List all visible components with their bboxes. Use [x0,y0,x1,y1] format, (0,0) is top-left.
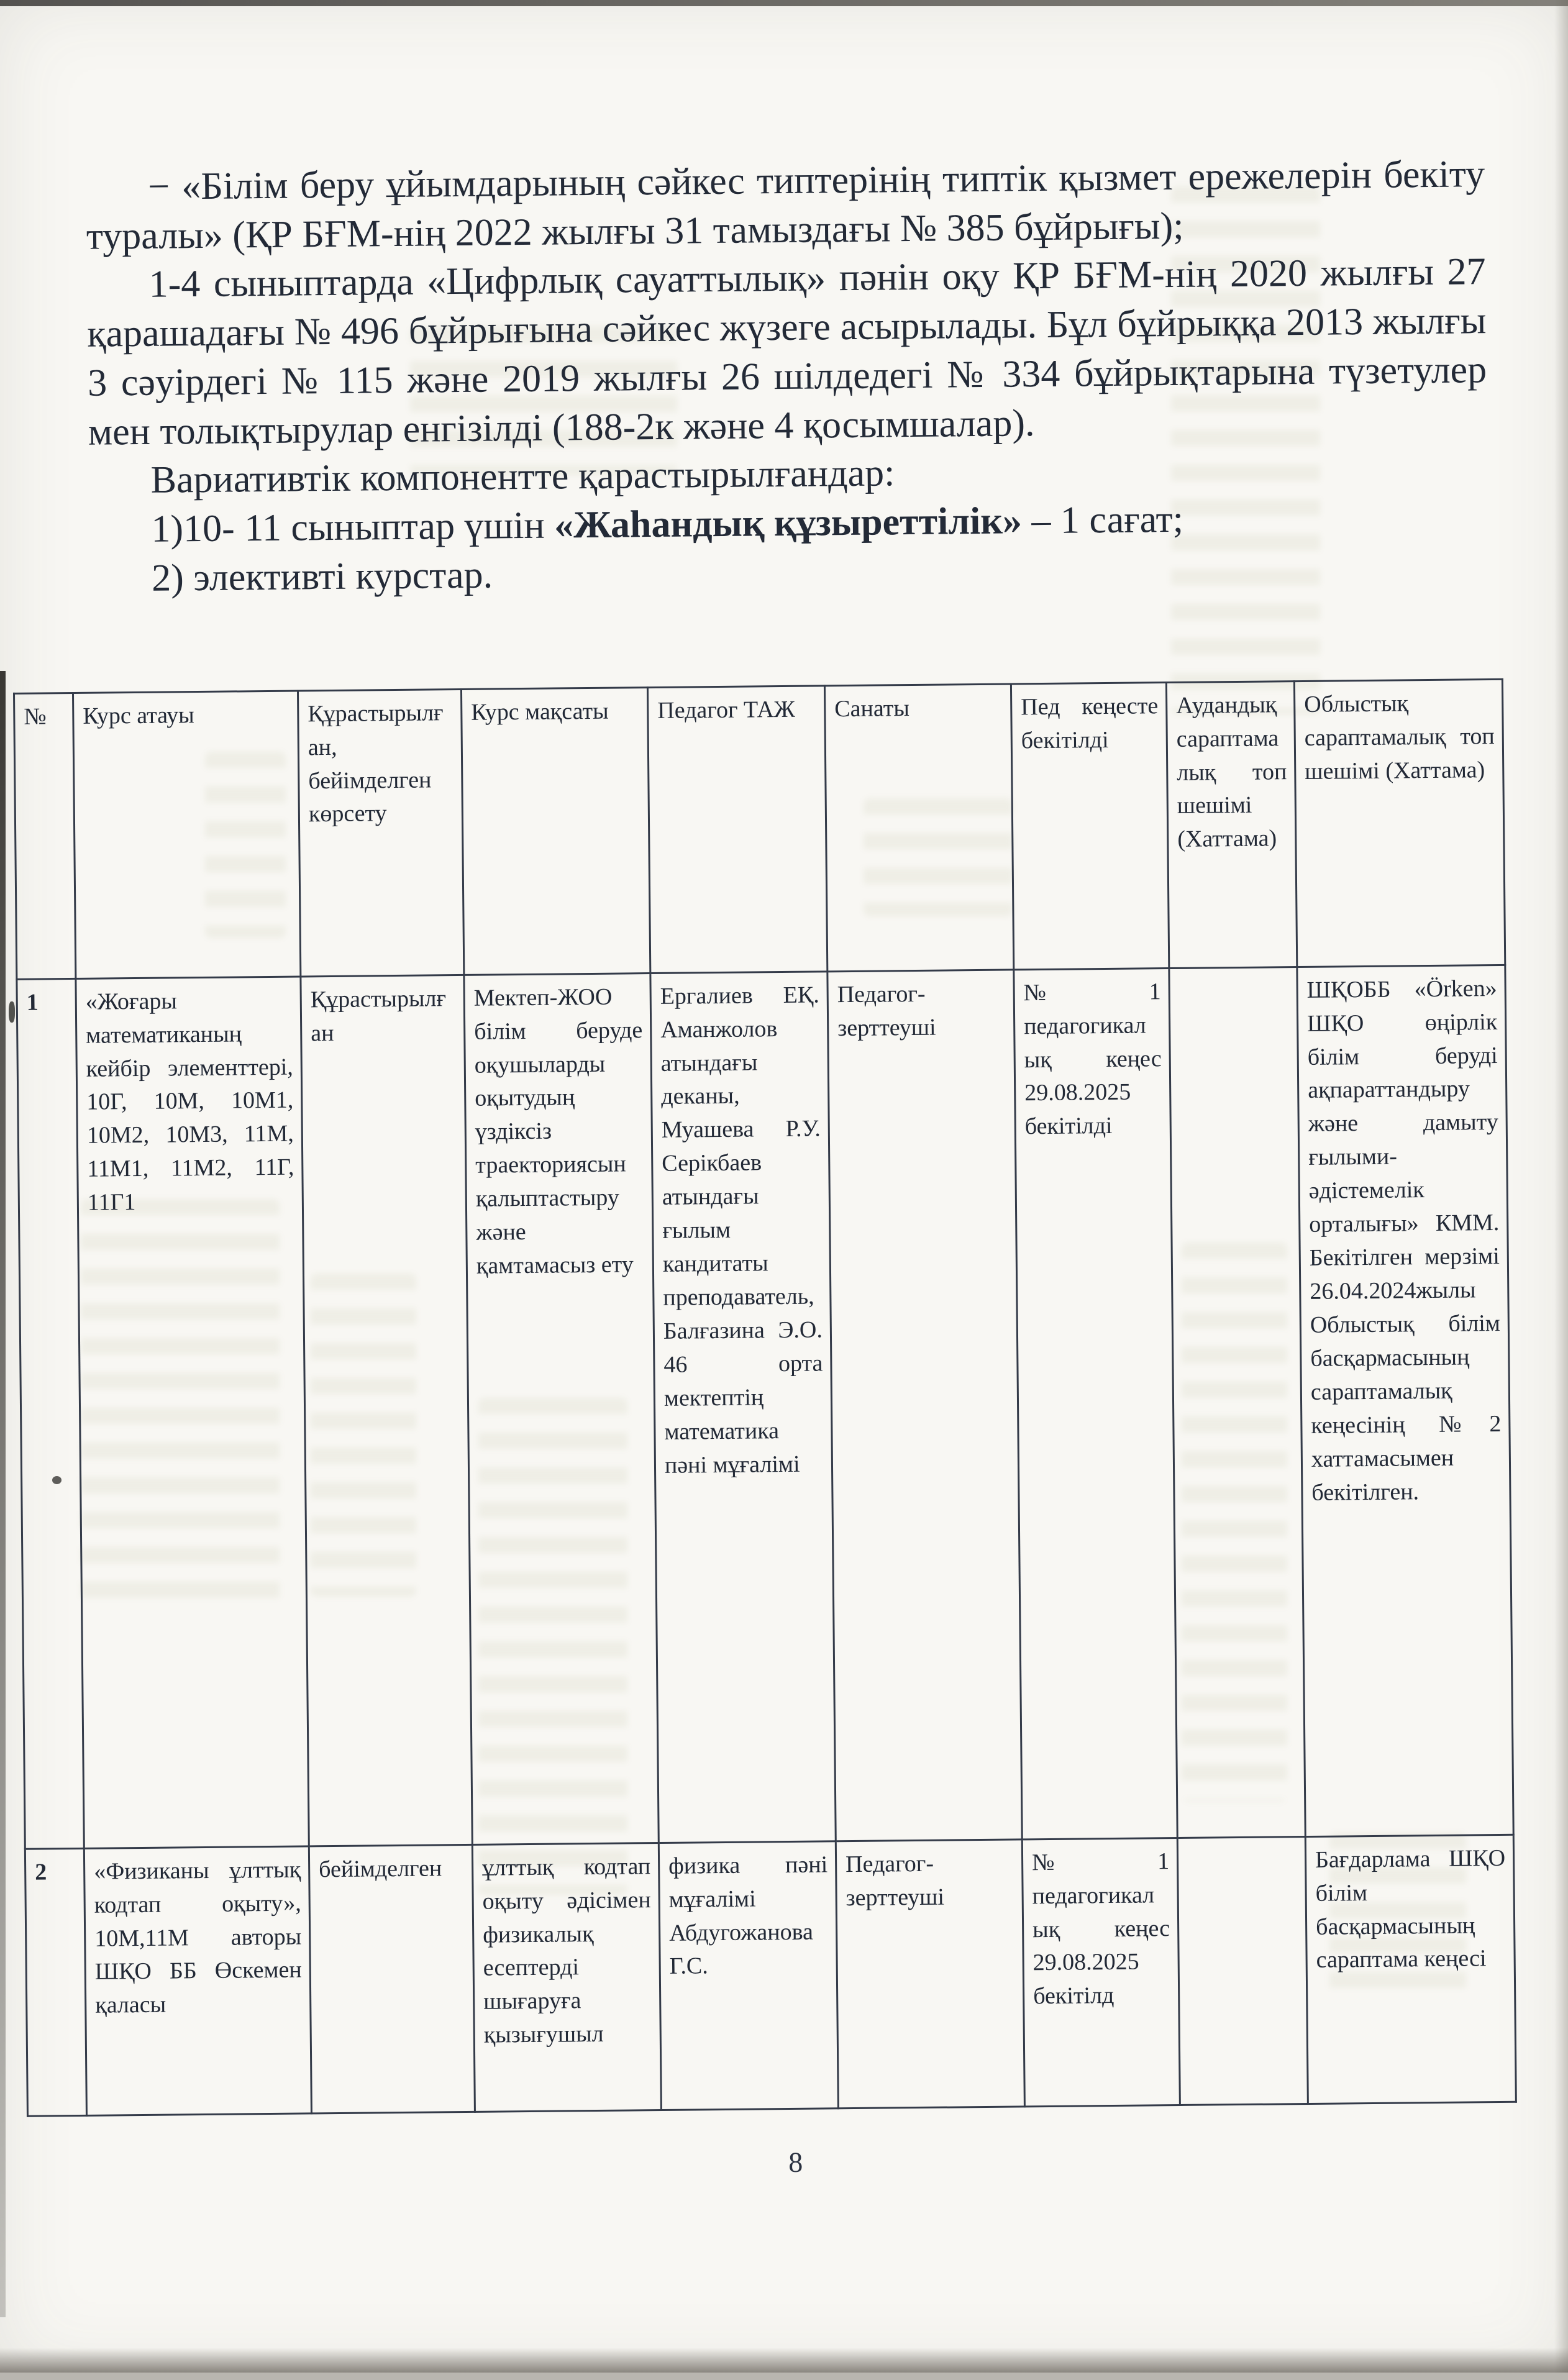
scan-edge-bottom [0,2348,1568,2373]
col-header-goal: Курс мақсаты [461,687,650,975]
scan-speck [52,1476,62,1484]
cell-category: Педагог-зерттеуші [827,970,1022,1841]
col-header-district-decision: Аудандық сараптамалық топ шешімі (Хаттама) [1166,681,1297,968]
page-number: 8 [788,2146,803,2178]
cell-category: Педагог-зерттеуші [836,1839,1024,2108]
cell-goal: ұлттық кодтап оқыту әдісімен физикалық есептерді шығаруға қызығушыл [472,1843,661,2112]
intro-paragraph-4-bold: «Жаһандық құзыреттілік» [554,499,1023,547]
scan-edge-left [0,671,6,2317]
col-header-region-decision: Облыстық сараптамалық топ шешімі (Хаттама) [1294,679,1505,967]
cell-region-decision: Бағдарлама ШҚО білім басқармасының сараптама кеңесі [1305,1835,1516,2104]
intro-paragraph-1: − «Білім беру ұйымдарының сәйкес типтерінің типтік қызмет ережелерін бекіту туралы» (ҚР БҒМ-нің 2022 жылғы 31 тамыздағы № 385 бұйрығы); [86,153,1485,258]
cell-teacher: Ергалиев ЕҚ. Аманжолов атындағы деканы, Муашева Р.У. Серікбаев атындағы ғылым кандитаты преподаватель, Балғазина Э.О. 46 орта мектептің математика пәні мұғалімі [650,971,836,1843]
scan-speck [9,1001,15,1023]
intro-paragraph-3: Вариативтік компонентте қарастырылғандар: [150,452,895,502]
intro-paragraph-5: 2) элективті курстар. [151,554,493,600]
intro-paragraph-4-prefix: 1)10- 11 сыныптар үшін [151,504,555,550]
cell-goal: Мектеп-ЖОО білім беруде оқушыларды оқытудың үздіксіз траекториясын қалыптастыру және қамтамасыз ету [464,973,659,1844]
col-header-course-name: Курс атауы [73,691,300,978]
cell-ped-council: №1 педагогикалық кеңес 29.08.2025 бекітілд [1022,1838,1180,2106]
table-row [25,1835,1516,2116]
row-number: 2 [25,1848,86,2116]
cell-course-name: «Физиканы ұлттық кодтап оқыту», 10М,11М авторы ШҚО ББ Өскемен қаласы [84,1846,311,2115]
intro-paragraph-2: 1-4 сыныптарда «Цифрлық сауаттылық» пәнін оқу ҚР БҒМ-нің 2020 жылғы 27 қарашадағы № 496 бұйрығына сәйкес жүзеге асырылады. Бұл бұйрыққа 2013 жылғы 3 сәуірдегі № 115 және 2019 жылғы 26 шілдедегі № 334 бұйрықтарына түзетулер мен толықтырулар енгізілді (188-2к және 4 қосымшалар). [87,250,1487,454]
col-header-category: Санаты [824,684,1013,972]
courses-table [13,678,1517,2117]
intro-text-block [86,150,1489,603]
cell-region-decision: ШҚОББ «Örken» ШҚО өңірлік білім беруді ақпараттандыру және дамыту ғылыми-әдістемелік орталығы» КММ. Бекітілген мерзімі 26.04.2024жылы Облыстық білім басқармасының сараптамалық кеңесінің №2 хаттамасымен бекітілген. [1297,965,1513,1836]
cell-course-name: «Жоғары математиканың кейбір элементтері, 10Г, 10М, 10М1, 10М2, 10М3, 11М, 11М1, 11М2, 11Г, 11Г1 [76,977,309,1848]
col-header-teacher: Педагог ТАЖ [647,685,827,973]
table-row [17,965,1513,1849]
col-header-ped-council: Пед кеңесте бекітілді [1011,682,1169,969]
table-header-row [14,679,1505,979]
cell-origin: Құрастырылған [301,975,472,1846]
cell-ped-council: №1 педагогикалық кеңес 29.08.2025 бекітілді [1014,968,1177,1839]
scan-edge-top [0,0,1568,6]
cell-origin: бейімделген [309,1844,475,2113]
col-header-number: № [14,693,75,979]
row-number: 1 [17,978,84,1849]
cell-teacher: физика пәні мұғалімі Абдугожанова Г.С. [659,1841,838,2110]
intro-paragraph-4-suffix: – 1 сағат; [1021,498,1184,542]
cell-district-decision [1169,967,1305,1838]
scan-edge-right [1554,0,1568,2373]
col-header-origin: Құрастырылған, бейімделген көрсету [298,689,463,977]
cell-district-decision [1177,1836,1308,2105]
